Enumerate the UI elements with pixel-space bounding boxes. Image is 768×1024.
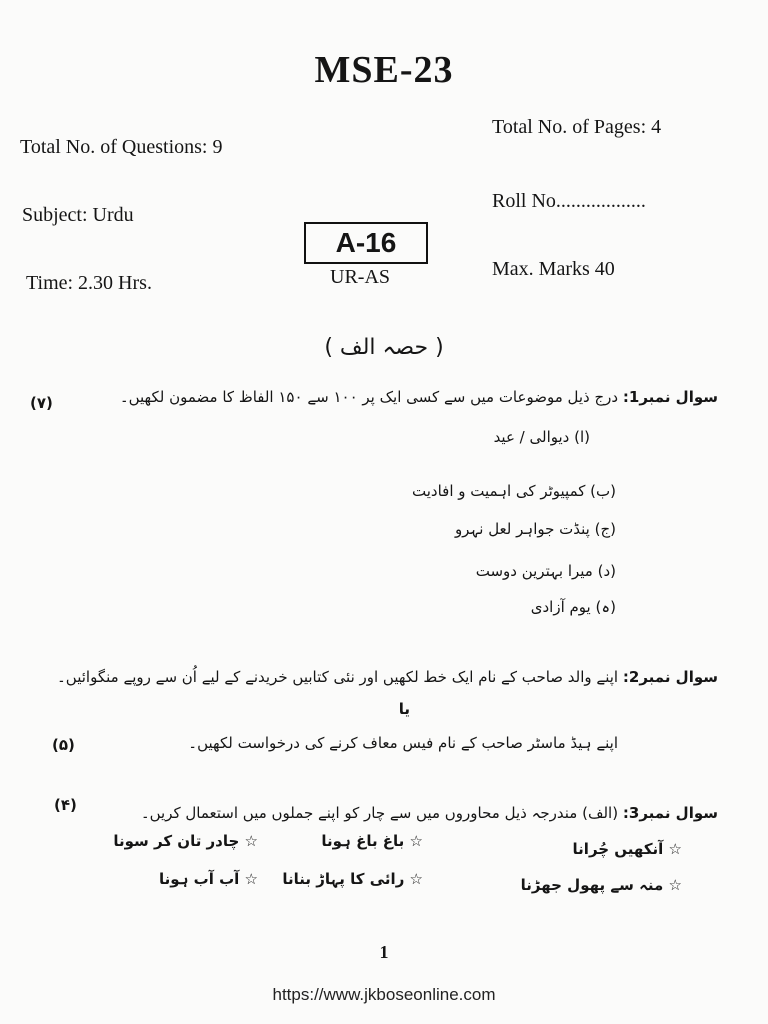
q1-option-1: (ا) دیوالی / عید (493, 428, 590, 446)
q3-text (118, 804, 718, 822)
section-title: ( حصہ الف ) (324, 335, 444, 360)
q3-idiom-6: ☆ آب آب ہونا (158, 870, 258, 888)
footer-url[interactable]: https://www.jkboseonline.com (272, 985, 496, 1004)
q3-idiom-1: ☆ آنکھیں چُرانا (572, 840, 682, 858)
max-marks: Max. Marks 40 (492, 258, 615, 280)
subject: Subject: Urdu (22, 204, 134, 226)
q1-option-5: (ہ) یوم آزادی (530, 598, 616, 616)
q3-idiom-5: ☆ رائی کا پہاڑ بنانا (282, 870, 423, 888)
q3-prompt: مندرجہ ذیل محاوروں میں سے چار کو اپنے جملوں میں استعمال کریں۔ (140, 804, 578, 822)
roll-number: Roll No.................. (492, 190, 646, 212)
q1-option-4: (د) میرا بہترین دوست (475, 562, 616, 580)
q2-text (18, 668, 718, 686)
q1-option-2: (ب) کمپیوٹر کی اہمیت و افادیت (412, 482, 616, 500)
q1-marks: (۷) (30, 394, 53, 412)
q1-prompt: درج ذیل موضوعات میں سے کسی ایک پر ۱۰۰ سے ۱۵۰ الفاظ کا مضمون لکھیں۔ (119, 388, 619, 406)
q1-option-3: (ج) پنڈت جواہر لعل نہرو (454, 520, 616, 538)
total-questions: Total No. of Questions: 9 (20, 136, 223, 158)
sub-code: UR-AS (330, 266, 391, 288)
q2-alt-text: اپنے ہیڈ ماسٹر صاحب کے نام فیس معاف کرنے کی درخواست لکھیں۔ (188, 734, 618, 752)
q3-marks: (۴) (54, 796, 77, 814)
q1-text (118, 388, 718, 406)
set-code-box: A-16 (304, 222, 428, 264)
q3-idiom-3: ☆ چادر تان کر سونا (113, 832, 258, 850)
paper-code: MSE-23 (314, 49, 454, 91)
q3-part: (الف) (582, 804, 619, 822)
q3-idiom-2: ☆ باغ باغ ہونا (321, 832, 423, 850)
q1-label: سوال نمبر1: (622, 388, 718, 406)
q3-label: سوال نمبر3: (622, 804, 718, 822)
q2-marks: (۵) (52, 736, 75, 754)
q2-prompt: اپنے والد صاحب کے نام ایک خط لکھیں اور نئی کتابیں خریدنے کے لیے اُن سے روپے منگوائیں۔ (57, 668, 619, 686)
q2-or: یا (398, 700, 410, 718)
time-allowed: Time: 2.30 Hrs. (26, 272, 152, 294)
total-pages: Total No. of Pages: 4 (492, 116, 662, 138)
q2-label: سوال نمبر2: (622, 668, 718, 686)
page-number: 1 (379, 942, 389, 962)
q3-idiom-4: ☆ منہ سے پھول جھڑنا (520, 876, 682, 894)
